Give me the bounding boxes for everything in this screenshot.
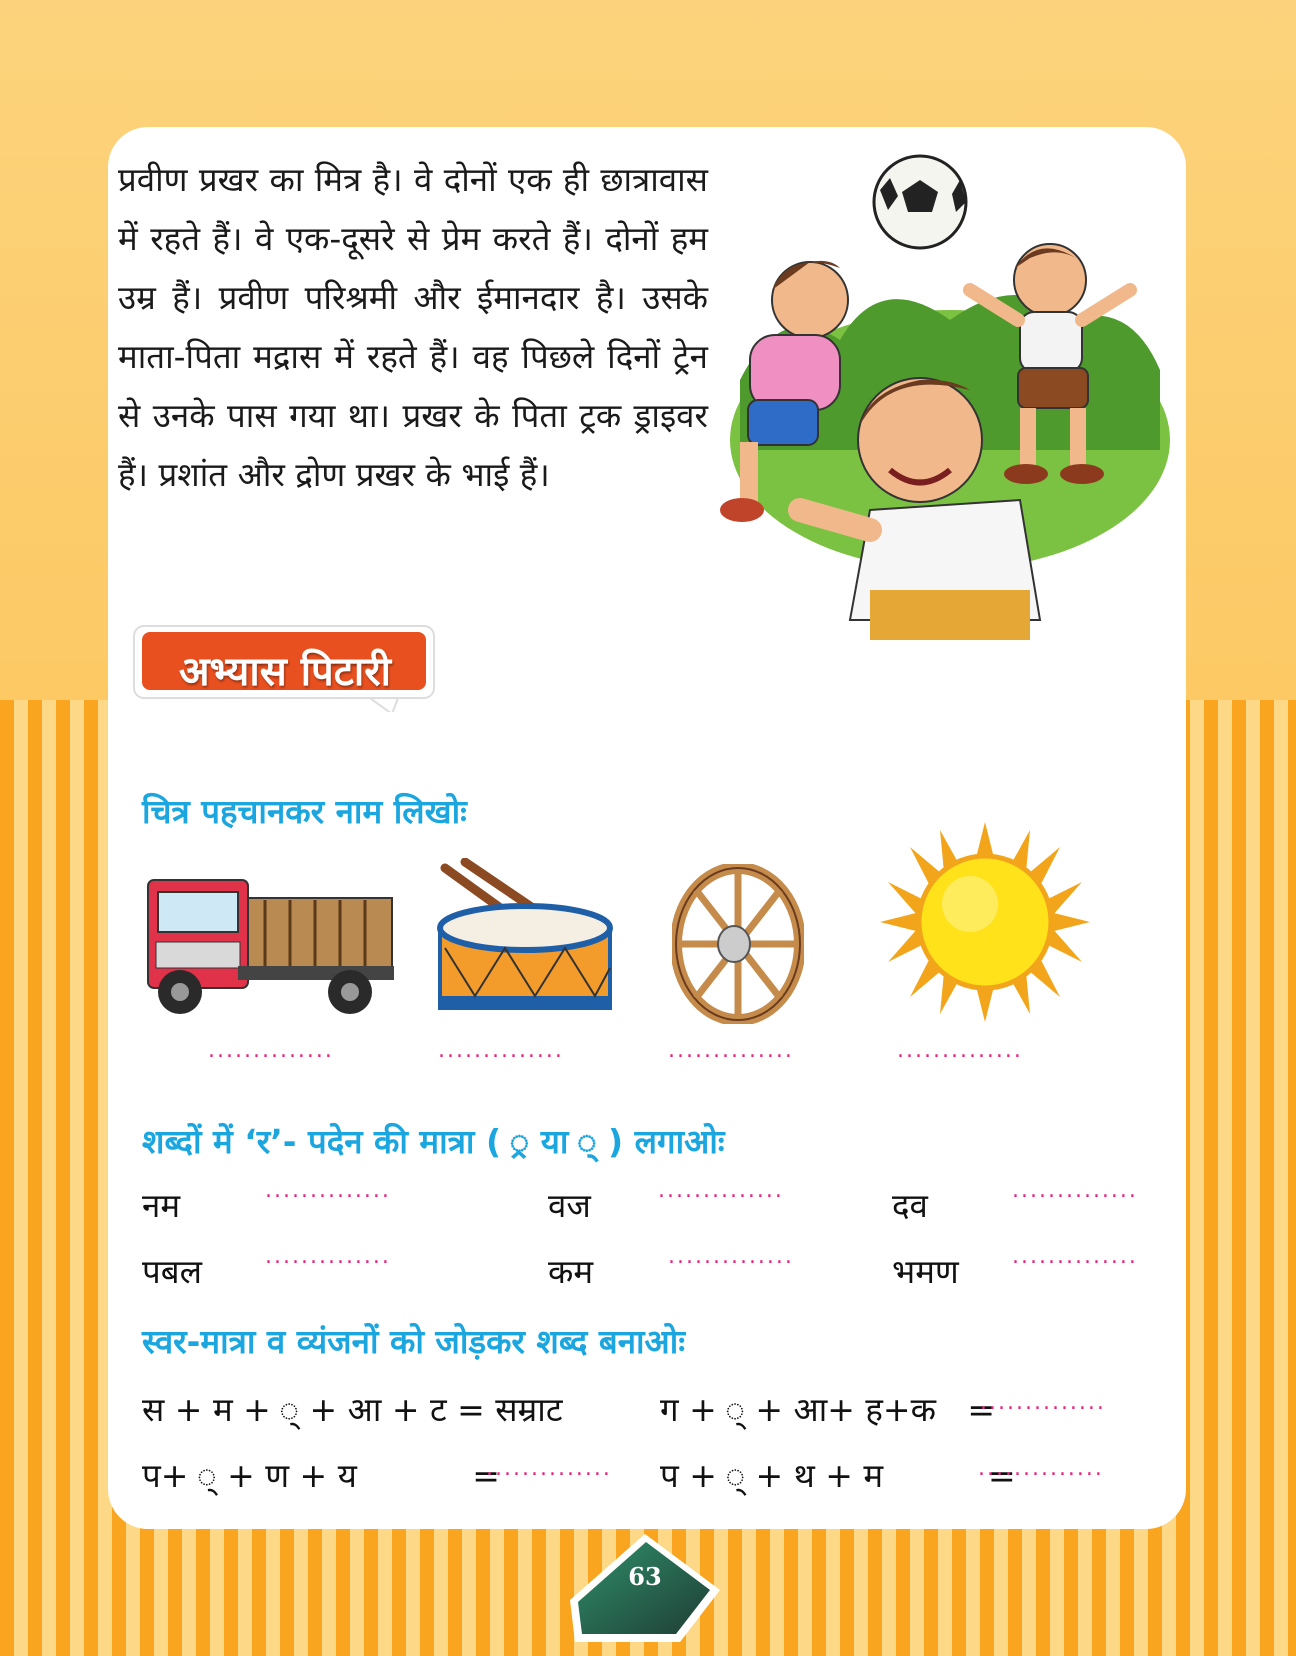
equation-item: प+ ् + ण + य = bbox=[142, 1456, 500, 1495]
exercise2-heading: शब्दों में ‘र’- पदेन की मात्रा ( ्र या ् ) लगाओः bbox=[142, 1122, 725, 1161]
truck-picture bbox=[140, 870, 402, 1020]
word-item: वज bbox=[548, 1186, 591, 1225]
answer-blank[interactable]: .............. bbox=[668, 1244, 794, 1269]
equation-item: ग + ् + आ+ ह+क = bbox=[660, 1390, 996, 1429]
answer-blank[interactable]: .............. bbox=[978, 1456, 1104, 1481]
answer-blank[interactable]: .............. bbox=[658, 1178, 784, 1203]
answer-blank[interactable]: .............. bbox=[486, 1456, 612, 1481]
story-paragraph: प्रवीण प्रखर का मित्र है। वे दोनों एक ही छात्रावास में रहते हैं। वे एक-दूसरे से प्रेम करते हैं। दोनों हम उम्र हैं। प्रवीण परिश्रमी और ईमानदार है। उसके माता-पिता मद्रास में रहते हैं। वह पिछले दिनों ट्रेन से उनके पास गया था। प्रखर के पिता ट्रक ड्राइवर हैं। प्रशांत और द्रोण प्रखर के भाई हैं। bbox=[118, 160, 708, 494]
word-item: भमण bbox=[892, 1252, 959, 1291]
word-item: दव bbox=[892, 1186, 928, 1225]
answer-blank-truck[interactable]: .............. bbox=[208, 1038, 334, 1063]
answer-blank-sun[interactable]: .............. bbox=[897, 1038, 1023, 1063]
answer-blank-drum[interactable]: .............. bbox=[438, 1038, 564, 1063]
equation-item: प + ् + थ + म = bbox=[660, 1456, 1016, 1495]
answer-blank[interactable]: .............. bbox=[1012, 1178, 1138, 1203]
exercise1-heading: चित्र पहचानकर नाम लिखोः bbox=[142, 792, 467, 831]
word-item: पबल bbox=[142, 1252, 202, 1291]
answer-blank[interactable]: .............. bbox=[265, 1178, 391, 1203]
equation-example: स + म + ् + आ + ट = सम्राट bbox=[142, 1390, 563, 1429]
page-number: 63 bbox=[628, 1562, 662, 1591]
wheel-picture bbox=[672, 864, 804, 1024]
exercise3-heading: स्वर-मात्रा व व्यंजनों को जोड़कर शब्द बनाओः bbox=[142, 1322, 685, 1361]
word-item: नम bbox=[142, 1186, 181, 1225]
answer-blank[interactable]: .............. bbox=[265, 1244, 391, 1269]
answer-blank[interactable]: .............. bbox=[1012, 1244, 1138, 1269]
sun-picture bbox=[880, 822, 1090, 1022]
drum-picture bbox=[435, 858, 615, 1023]
badge-title: अभ्यास पिटारी bbox=[178, 648, 392, 695]
kids-playing-football-illustration bbox=[720, 150, 1170, 640]
answer-blank-wheel[interactable]: .............. bbox=[668, 1038, 794, 1063]
word-item: कम bbox=[548, 1252, 594, 1291]
answer-blank[interactable]: .............. bbox=[980, 1390, 1106, 1415]
